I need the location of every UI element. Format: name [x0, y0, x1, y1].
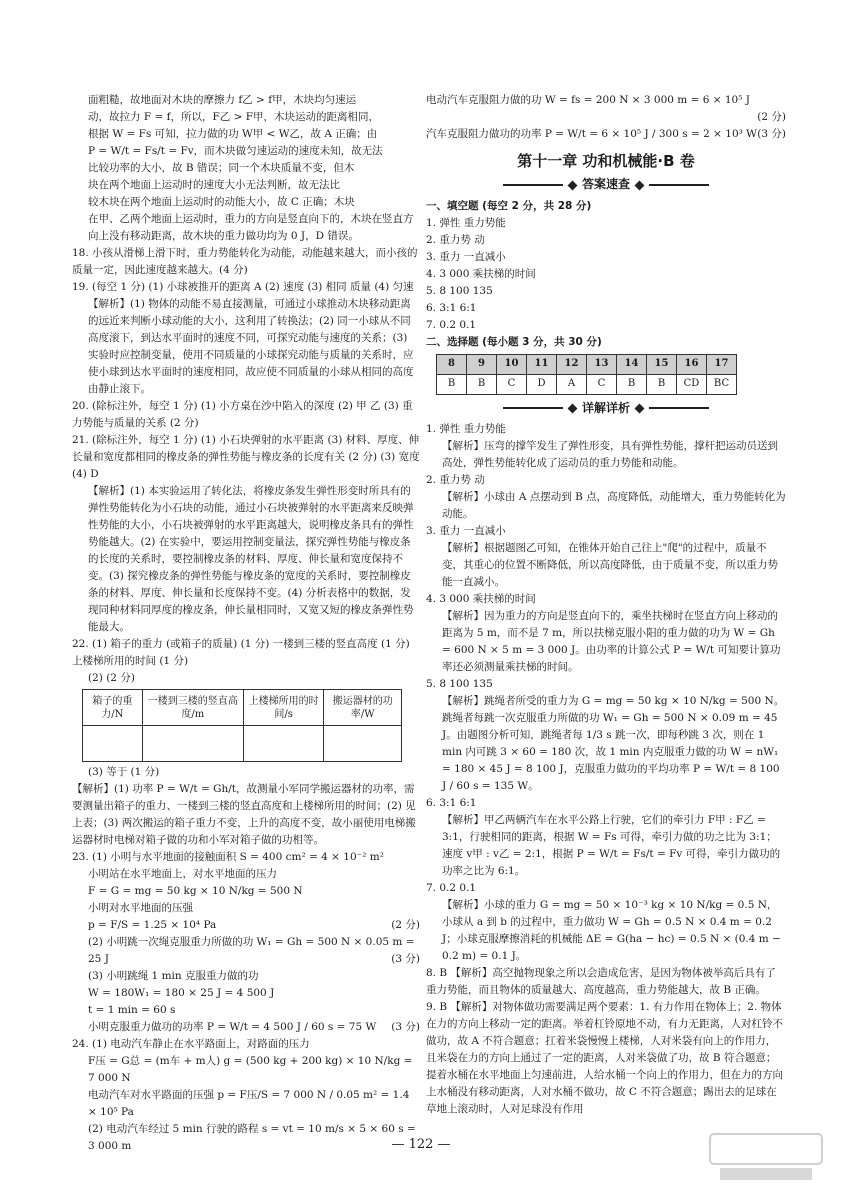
- table-cell: 13: [587, 354, 617, 374]
- analysis: 【解析】甲乙两辆汽车在水平公路上行驶，它们的牵引力 F甲 : F乙 = 3:1，行驶相同的距离，根据 W = Fs 可得，牵引力做的功之比为 3:1；速度 v甲 : v乙 = 2:1，根据 P = W/t = Fs/t = Fv 可得，牵引力做功的功率之比为 6:1。: [442, 814, 781, 878]
- text-line: F压 = G总 = (m车 + m人) g = (500 kg + 200 kg) × 10 N/kg = 7 000 N: [88, 1055, 413, 1084]
- detail-answer: 4. 3 000 乘扶梯的时间: [426, 593, 536, 606]
- fill-answer: 6. 3:1 6:1: [426, 301, 477, 314]
- chapter-title: 第十一章 功和机械能·B 卷: [517, 152, 695, 170]
- text-line: W = 180W₁ = 180 × 25 J = 4 500 J: [88, 987, 275, 999]
- analysis: 【解析】根据题图乙可知，在锥体开始自己往上"爬"的过程中，质量不变，其重心的位置不断降低，所以高度降低，由于质量不变，所以重力势能一直减小。: [442, 542, 778, 589]
- table-cell: B: [467, 374, 497, 394]
- table-header: 搬运器材的功率/W: [324, 690, 402, 726]
- text-line: 电动汽车克服阻力做的功 W = fs = 200 N × 3 000 m = 6 × 10⁵ J: [426, 94, 750, 106]
- table-header: 一楼到三楼的竖直高度/m: [142, 690, 243, 726]
- table-header: 箱子的重力/N: [83, 690, 143, 726]
- text-line: 小明站在水平地面上，对水平地面的压力: [88, 868, 277, 880]
- table-cell: 11: [527, 354, 557, 374]
- diamond-icon: [635, 180, 645, 190]
- analysis: 【解析】小球由 A 点摆动到 B 点，高度降低，动能增大，重力势能转化为动能。: [442, 491, 786, 521]
- table-cell: CD: [677, 374, 707, 394]
- answer-18: 18. 小孩从滑梯上滑下时，重力势能转化为动能，动能越来越大，而小孩的质量一定，因此速度越来越大。(4 分): [72, 247, 418, 276]
- text-line: (2) 电动汽车经过 5 min 行驶的路程 s = vt = 10 m/s × 5 × 60 s = 3 000 m: [88, 1123, 416, 1152]
- score: (3 分): [391, 1021, 420, 1033]
- table-cell: B: [437, 374, 467, 394]
- table-cell: 8: [437, 354, 467, 374]
- details-band: [426, 399, 786, 418]
- text-line: 电动汽车对水平路面的压强 p = F压/S = 7 000 N / 0.05 m² = 1.4 × 10⁵ Pa: [88, 1089, 410, 1118]
- right-column: [426, 92, 786, 1118]
- text-line: 块在两个地面上运动时的速度大小无法判断，故无法比: [88, 179, 340, 191]
- answer-22: 22. (1) 箱子的重力 (或箱子的质量) (1 分) 一楼到三楼的竖直高度 (1 分) 上楼梯所用的时间 (1 分): [72, 638, 410, 667]
- text-line: t = 1 min = 60 s: [88, 1004, 176, 1016]
- text-line: (2) 小明跳一次绳克服重力所做的功 W₁ = Gh = 500 N × 0.05 m = 25 J (3 分): [72, 934, 420, 968]
- table-cell: 17: [707, 354, 737, 374]
- left-paragraph: [72, 92, 420, 245]
- watermark-logo: [706, 1128, 826, 1184]
- answer-19: 19. (每空 1 分) (1) 小球被推开的距离 A (2) 速度 (3) 相同 质量 (4) 匀速: [72, 281, 414, 293]
- table-cell: BC: [707, 374, 737, 394]
- analysis-21: 【解析】(1) 本实验运用了转化法，将橡皮条发生弹性形变时所具有的弹性势能转化为小石块的动能，通过小石块被弹射的水平距离来反映弹性势能的大小，小石块被弹射的水平距离越大，说明橡皮条具有的弹性势能越大。(2) 在实验中，要运用控制变量法，探究弹性势能与橡皮条的长度的关系时，要控制橡皮条的材料、厚度、伸长量和宽度保持不变。(3) 探究橡皮条的弹性势能与橡皮条的宽度的关系时，要控制橡皮条的材料、厚度、伸长量和长度保持不变。(4) 分析表格中的数据，发现同种材料同厚度的橡皮条，伸长量相同时，又宽又短的橡皮条弹性势能最大。: [88, 485, 414, 633]
- table-cell: 12: [557, 354, 587, 374]
- fill-answer: 2. 重力势 动: [426, 233, 485, 246]
- table-header: 上楼梯所用的时间/s: [243, 690, 324, 726]
- text-line: 根据 W = Fs 可知，拉力做的功 W甲 < W乙，故 A 正确；由: [88, 128, 378, 140]
- analysis: 【解析】因为重力的方向是竖直向下的，乘坐扶梯时在竖直方向上移动的距离为 5 m，而不是 7 m，所以扶梯克服小阳的重力做的功为 W = Gh = 600 N × 5 m = 3 000 J。由功率的计算公式 P = W/t 可知要计算功率还必须测量乘扶梯的时间。: [442, 610, 781, 674]
- analysis-22: 【解析】(1) 功率 P = W/t = Gh/t，故测量小军同学搬运器材的功率，需要测量出箱子的重力、一楼到三楼的竖直高度和上楼梯所用的时间；(2) 见上表；(3) 两次搬运的箱子重力不变，上升的高度不变，故小丽使用电梯搬运器材时电梯对箱子做的功和小军对箱子做的功相等。: [72, 783, 416, 846]
- band-label: 详解详析: [581, 400, 630, 415]
- fill-answer: 7. 0.2 0.1: [426, 318, 477, 331]
- text-line: 动，故拉力 F = f，所以，F乙 > F甲，木块运动的距离相同，: [88, 111, 380, 123]
- table-cell: C: [497, 374, 527, 394]
- text-line: 面粗糙，故地面对木块的摩擦力 f乙 > f甲，木块均匀速运: [88, 94, 357, 106]
- analysis: 【解析】跳绳者所受的重力为 G = mg = 50 kg × 10 N/kg = 500 N。跳绳者每跳一次克服重力所做的功 W₁ = Gh = 500 N × 0.09 m = 45 J。由题图分析可知，跳绳者每 1/3 s 跳一次，即每秒跳 3 次，则在 1 min 内可跳 3 × 60 = 180 次，故 1 min 内克服重力做的功 W = nW₁ = 180 × 45 J = 8 100 J，克服重力做功的平均功率 P = W/t = 8 100 J / 60 s = 135 W。: [442, 695, 785, 793]
- section-title: 二、选择题 (每小题 3 分，共 30 分): [426, 335, 602, 348]
- band-label: 答案速查: [581, 177, 630, 192]
- table-cell: C: [587, 374, 617, 394]
- detail-answer: 6. 3:1 6:1: [426, 797, 477, 810]
- diamond-icon: [635, 404, 645, 414]
- fill-answer: 5. 8 100 135: [426, 284, 493, 297]
- fill-answer: 4. 3 000 乘扶梯的时间: [426, 267, 536, 280]
- table-cell: 16: [677, 354, 707, 374]
- text-line: p = F/S = 1.25 × 10⁴ Pa (2 分): [72, 917, 420, 934]
- score: (2 分): [757, 111, 786, 123]
- table-cell: 10: [497, 354, 527, 374]
- page-number: — 122 —: [391, 1137, 451, 1152]
- left-column: [72, 92, 420, 1155]
- analysis-19: 【解析】(1) 物体的动能不易直接测量，可通过小球推动木块移动距离的远近来判断小球动能的大小，这利用了转换法；(2) 同一小球从不同高度滚下，到达水平面时的速度不同，可探究动能与速度的关系；(3) 实验时应控制变量，使用不同质量的小球探究动能与质量的关系时，应使小球到达水平面时的速度相同，故应使不同质量的小球从相同的高度由静止滚下。: [88, 298, 414, 395]
- details-list: [426, 421, 786, 1118]
- table-cell: 14: [617, 354, 647, 374]
- table-cell: 15: [647, 354, 677, 374]
- text-line: P = W/t = Fs/t = Fv，而木块做匀速运动的速度未知，故无法: [88, 145, 383, 157]
- section-title: 一、填空题 (每空 2 分，共 28 分): [426, 199, 592, 212]
- score: (2 分): [391, 919, 420, 931]
- text-line: (3) 小明跳绳 1 min 克服重力做的功: [88, 970, 259, 982]
- detail-answer: 7. 0.2 0.1: [426, 882, 477, 895]
- fill-answer: 1. 弹性 重力势能: [426, 216, 506, 229]
- table-cell: 9: [467, 354, 497, 374]
- detail-answer: 5. 8 100 135: [426, 678, 493, 691]
- detail-answer: 3. 重力 一直减小: [426, 525, 506, 538]
- detail-answer: 1. 弹性 重力势能: [426, 423, 506, 436]
- detail-answer: 9. B 【解析】对物体做功需要满足两个要素：1. 有力作用在物体上；2. 物体在力的方向上移动一定的距离。举着杠铃原地不动，有力无距离，人对杠铃不做功，故 A 不符合题意；扛着米袋慢慢上楼梯，人对米袋有向上的作用力，且米袋在力的方向上通过了一定的距离，人对米袋做了功，故 B 符合题意；提着水桶在水平地面上匀速前进，人给水桶一个向上的作用力，但在力的方向上水桶没有移动距离，人对水桶不做功，故 C 不符合题意；踢出去的足球在草地上滚动时，人对足球没有作用: [426, 1001, 783, 1116]
- detail-answer: 8. B 【解析】高空抛物现象之所以会造成危害，是因为物体被举高后具有了重力势能，而且物体的质量越大、高度越高，重力势能越大，故 B 正确。: [426, 967, 776, 997]
- answer-22-part3: (3) 等于 (1 分): [88, 766, 160, 778]
- answer-23: 23. (1) 小明与水平地面的接触面积 S = 400 cm² = 4 × 10⁻² m²: [72, 851, 384, 863]
- text-line: 小明克服重力做功的功率 P = W/t = 4 500 J / 60 s = 75 W (3 分): [72, 1019, 420, 1036]
- text-line: F = G = mg = 50 kg × 10 N/kg = 500 N: [88, 885, 303, 897]
- text-line: 汽车克服阻力做功的功率 P = W/t = 6 × 10⁵ J / 300 s = 2 × 10³ W (3 分): [426, 128, 786, 140]
- analysis: 【解析】压弯的撑竿发生了弹性形变，具有弹性势能，撑杆把运动员送到高处，弹性势能转化成了运动员的重力势能和动能。: [442, 440, 778, 470]
- analysis: 【解析】小球的重力 G = mg = 50 × 10⁻³ kg × 10 N/kg = 0.5 N，小球从 a 到 b 的过程中，重力做功 W = Gh = 0.5 N × 0.4 m = 0.2 J；小球克服摩擦消耗的机械能 ΔE = G(ha − hc) = 0.5 N × (0.4 m − 0.2 m) = 0.1 J。: [442, 899, 781, 963]
- text-line: 比较功率的大小，故 B 错误；同一个木块质量不变，但木: [88, 162, 355, 174]
- table-cell: D: [527, 374, 557, 394]
- diamond-icon: [568, 180, 578, 190]
- table-cell: B: [647, 374, 677, 394]
- text-line: 在甲、乙两个地面上运动时，重力的方向是竖直向下的，木块在竖直方向上没有移动距离，故木块的重力做功均为 0 J，D 错误。: [88, 213, 414, 242]
- text-line: 较木块在两个地面上运动时的动能大小，故 C 正确；木块: [88, 196, 355, 208]
- answer-22-part2: (2) (2 分): [88, 672, 135, 684]
- answer-20: 20. (除标注外，每空 1 分) (1) 小方桌在沙中陷入的深度 (2) 甲 乙 (3) 重力势能与质量的关系 (2 分): [72, 400, 413, 429]
- table-cell: B: [617, 374, 647, 394]
- diamond-icon: [568, 404, 578, 414]
- text-line: 小明对水平地面的压强: [88, 902, 193, 914]
- answer-21: 21. (除标注外，每空 1 分) (1) 小石块弹射的水平距离 (3) 材料、厚度、伸长量和宽度都相同的橡皮条的弹性势能与橡皮条的长度有关 (2 分) (3) 宽度 (4) D: [72, 434, 420, 480]
- record-table: [82, 689, 402, 762]
- score: (3 分): [391, 953, 420, 965]
- detail-answer: 2. 重力势 动: [426, 474, 485, 487]
- choice-answer-table: [436, 354, 737, 395]
- table-cell: A: [557, 374, 587, 394]
- fill-answer: 3. 重力 一直减小: [426, 250, 506, 263]
- answers-quick-band: [426, 175, 786, 194]
- answer-24: 24. (1) 电动汽车静止在水平路面上，对路面的压力: [72, 1038, 310, 1050]
